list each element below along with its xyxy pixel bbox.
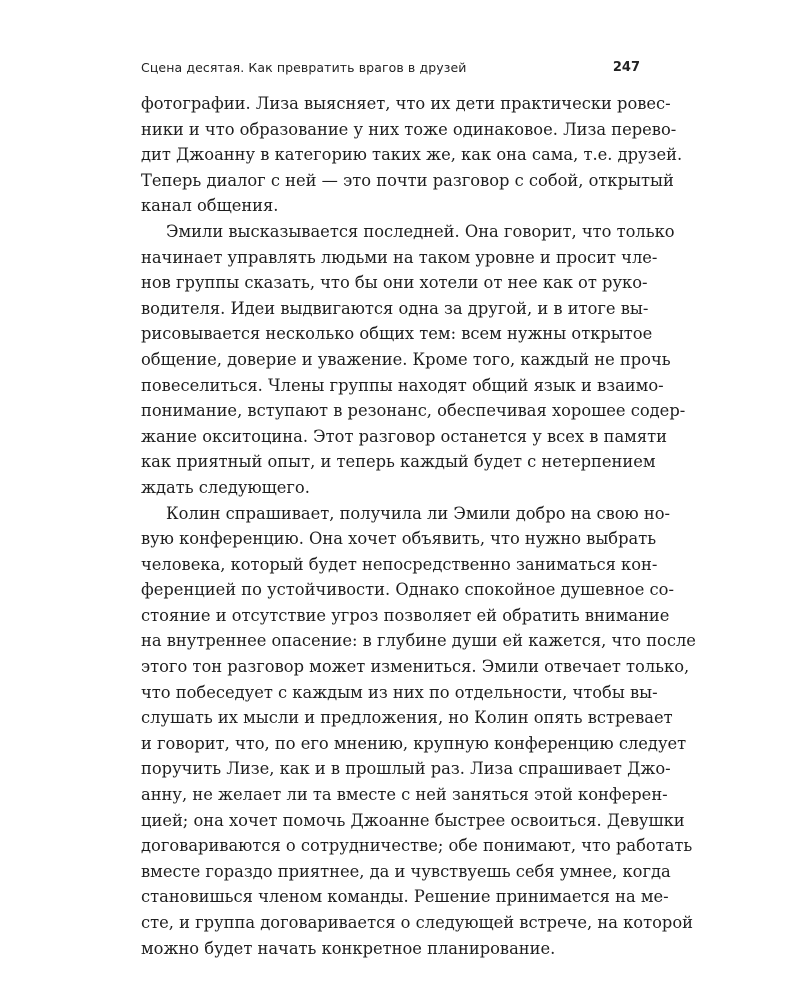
- text-line: рисовывается несколько общих тем: всем нужны открытое: [141, 324, 653, 344]
- text-line: повеселиться. Члены группы находят общий язык и взаимо-: [141, 375, 664, 395]
- text-line: этого тон разговор может измениться. Эмили отвечает только,: [141, 657, 690, 677]
- text-line: анну, не желает ли та вместе с ней заняться этой конферен-: [141, 785, 668, 805]
- text-line: слушать их мысли и предложения, но Колин опять встревает: [141, 708, 673, 728]
- running-header: [141, 60, 640, 80]
- text-line: договариваются о сотрудничестве; обе понимают, что работать: [141, 836, 693, 856]
- paragraph: [141, 219, 686, 501]
- paragraph: [141, 91, 683, 219]
- text-line: общение, доверие и уважение. Кроме того, каждый не прочь: [141, 349, 671, 369]
- text-line: вую конференцию. Она хочет объявить, что нужно выбрать: [141, 529, 657, 549]
- text-line: ждать следующего.: [141, 477, 310, 497]
- page-body-text: [141, 91, 696, 961]
- text-line: поручить Лизе, как и в прошлый раз. Лиза спрашивает Джо-: [141, 759, 671, 779]
- text-line: цией; она хочет помочь Джоанне быстрее освоиться. Девушки: [141, 810, 685, 830]
- page-number: 247: [612, 60, 640, 75]
- text-line: канал общения.: [141, 196, 279, 216]
- text-line: понимание, вступают в резонанс, обеспечивая хорошее содер-: [141, 401, 686, 421]
- text-line: стояние и отсутствие угроз позволяет ей обратить внимание: [141, 605, 670, 625]
- text-line: как приятный опыт, и теперь каждый будет с нетерпением: [141, 452, 656, 472]
- text-line: Эмили высказывается последней. Она говорит, что только: [166, 221, 675, 241]
- text-line: что побеседует с каждым из них по отдельности, чтобы вы-: [141, 682, 658, 702]
- text-line: сте, и группа договаривается о следующей встрече, на которой: [141, 913, 693, 932]
- text-line: Колин спрашивает, получила ли Эмили добро на свою но-: [166, 503, 671, 523]
- text-line: становишься членом команды. Решение принимается на ме-: [141, 887, 669, 907]
- text-line: ники и что образование у них тоже одинаковое. Лиза перево-: [141, 119, 677, 139]
- text-line: человека, который будет непосредственно заниматься кон-: [141, 554, 658, 574]
- text-line: начинает управлять людьми на таком уровне и просит чле-: [141, 247, 658, 267]
- text-line: Теперь диалог с ней — это почти разговор с собой, открытый: [141, 170, 674, 190]
- text-line: вместе гораздо приятнее, да и чувствуешь себя умнее, когда: [141, 861, 671, 881]
- text-line: и говорит, что, по его мнению, крупную конференцию следует: [141, 733, 687, 753]
- text-line: дит Джоанну в категорию таких же, как она сама, т.е. друзей.: [141, 145, 683, 165]
- text-line: нов группы сказать, что бы они хотели от нее как от руко-: [141, 273, 648, 293]
- text-line: водителя. Идеи выдвигаются одна за другой, и в итоге вы-: [141, 298, 649, 318]
- paragraph: [141, 501, 696, 962]
- text-line: можно будет начать конкретное планирование.: [141, 938, 556, 958]
- text-line: на внутреннее опасение: в глубине души ей кажется, что после: [141, 631, 696, 651]
- text-line: ференцией по устойчивости. Однако спокойное душевное со-: [141, 580, 674, 600]
- text-line: фотографии. Лиза выясняет, что их дети практически ровес-: [141, 94, 671, 113]
- text-line: жание окситоцина. Этот разговор останется у всех в памяти: [141, 426, 667, 446]
- chapter-title: Сцена десятая. Как превратить врагов в друзей: [141, 60, 467, 75]
